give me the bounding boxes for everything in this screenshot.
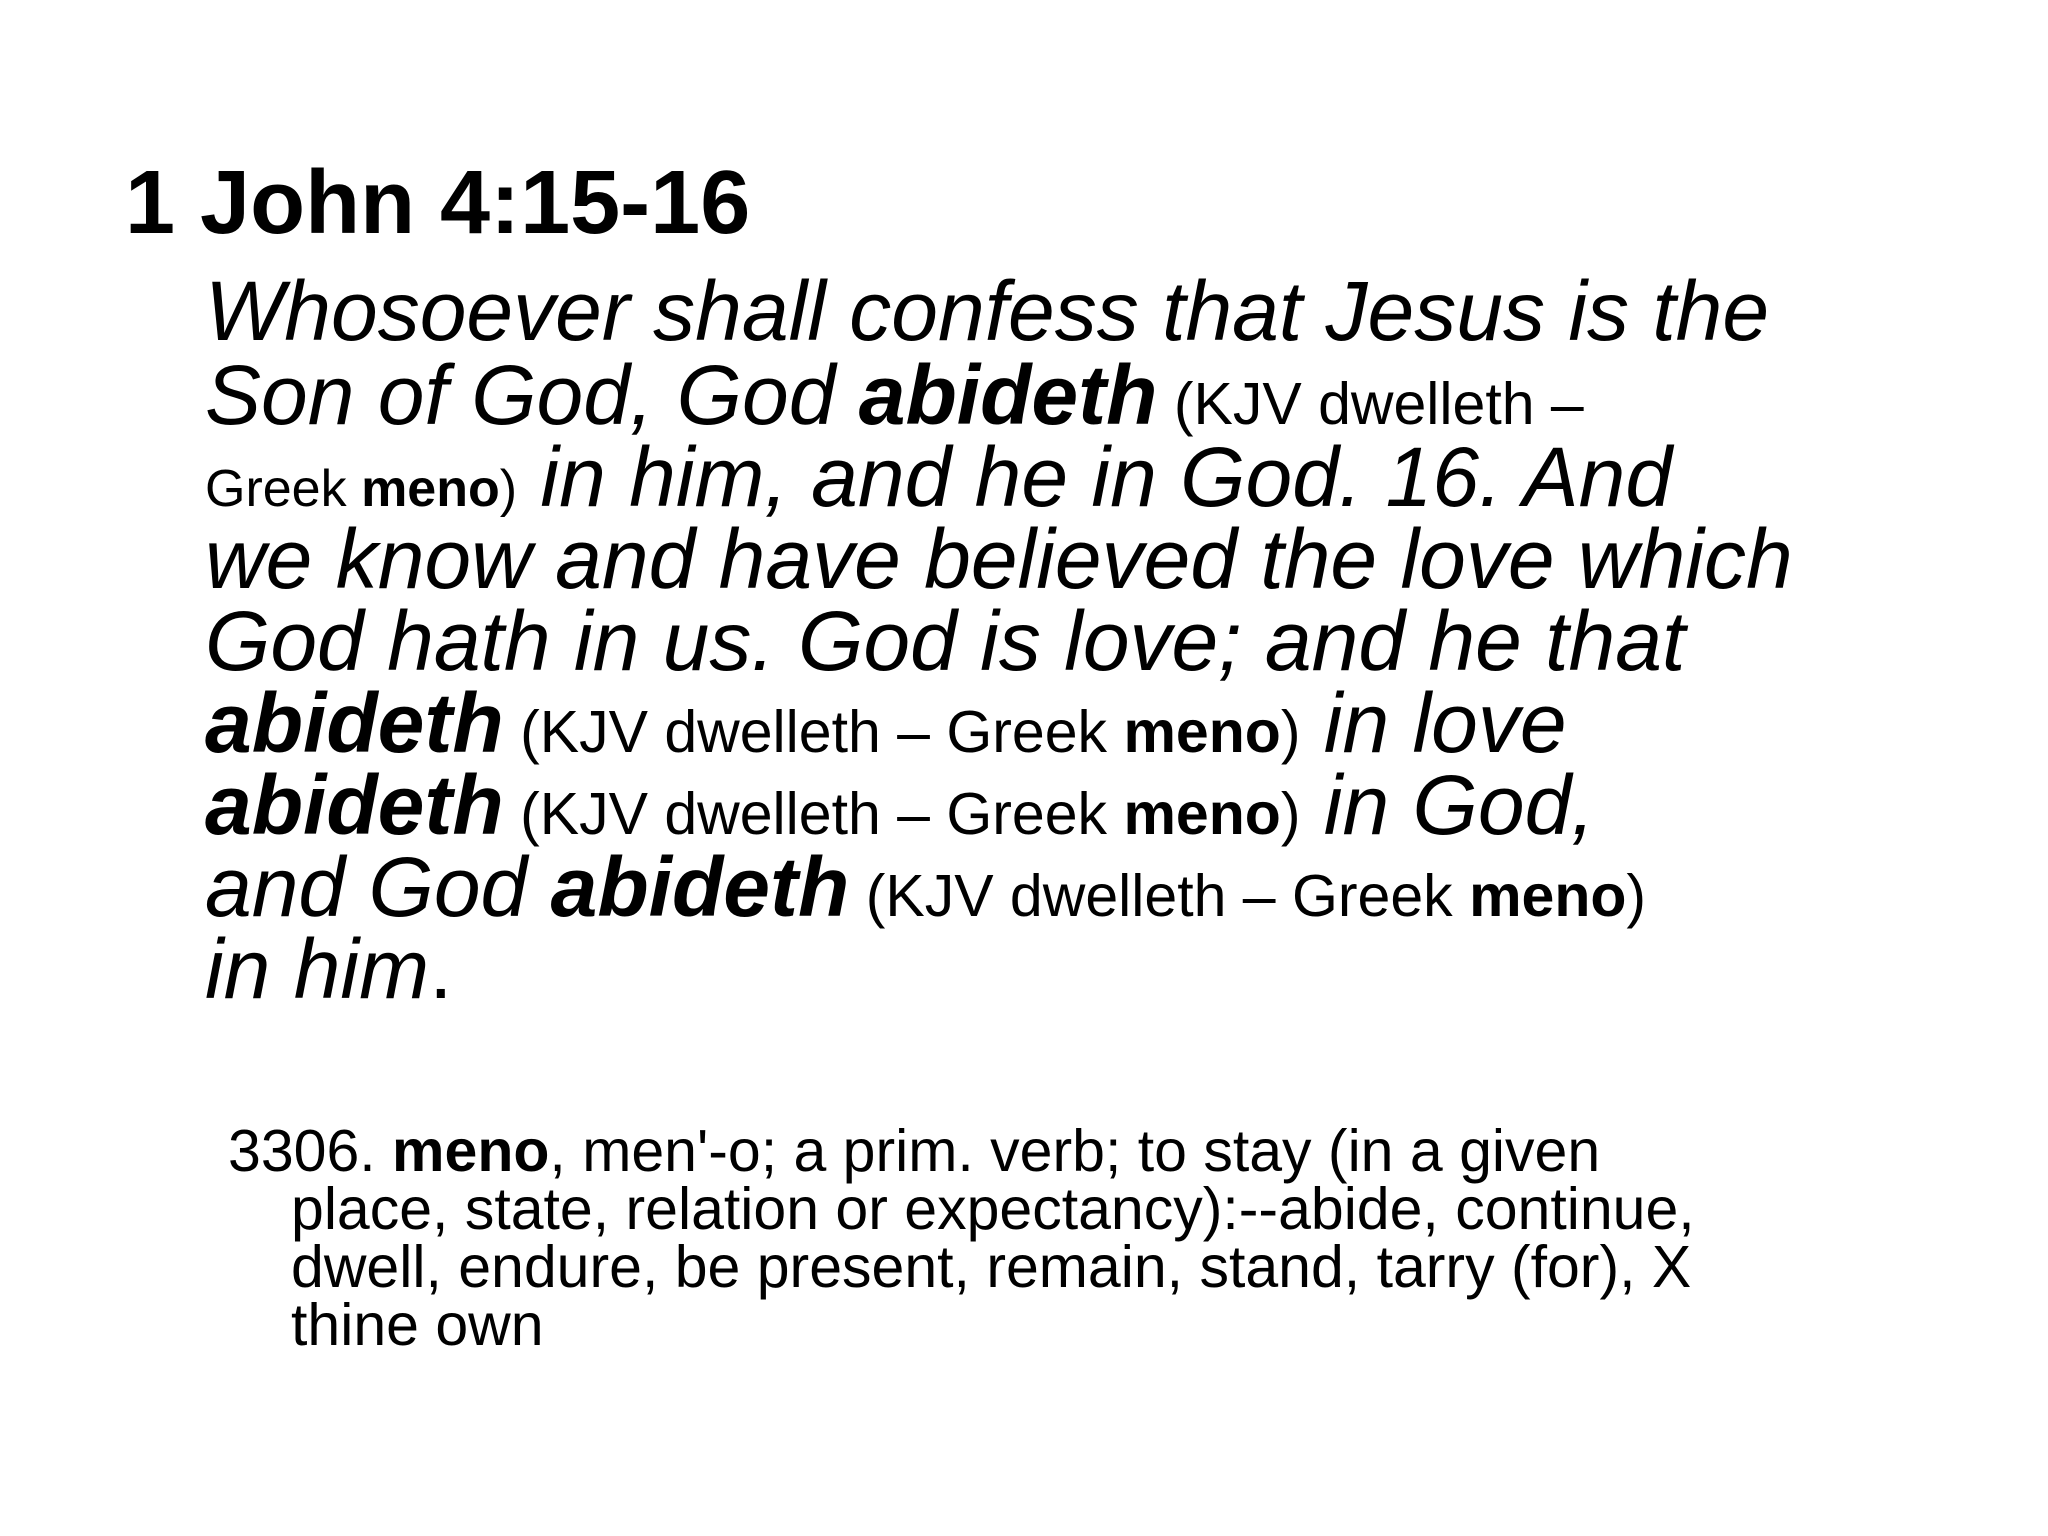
kjv-note: (KJV dwelleth – Greek [849,863,1470,929]
paren-close: ) [499,460,518,518]
meno-term: meno [1123,699,1281,765]
abideth-term: abideth [205,758,504,852]
verse-line-5 [205,594,2025,688]
greek-label: Greek [205,460,362,518]
abideth-term: abideth [550,840,850,934]
kjv-note: (KJV dwelleth – [1157,371,1584,437]
strongs-line-4 [228,1292,2008,1358]
meno-term: meno [361,460,500,518]
verse-line-7 [205,758,2025,852]
kjv-note: (KJV dwelleth – Greek [503,699,1124,765]
verse-line-8 [205,840,2025,934]
verse-text-segment: Whosoever shall confess that Jesus is the [205,264,1770,358]
verse-text-segment: in him [205,922,430,1016]
paren-close: ) [1626,863,1647,929]
verse-line-4 [205,512,2025,606]
strongs-word: meno [392,1118,550,1184]
paren-close: ) [1280,781,1301,847]
abideth-term: abideth [858,348,1158,442]
slide-title: 1 John 4:15-16 [125,153,751,253]
paren-close: ) [1280,699,1301,765]
strongs-line-1 [228,1118,2008,1184]
verse-text-segment: we know and have believed the love which [205,512,1793,606]
verse-text [205,264,2025,1016]
verse-text-segment: in God, [1300,758,1595,852]
verse-line-1 [205,264,2025,358]
meno-term: meno [1469,863,1627,929]
strongs-definition [228,1118,2008,1358]
verse-line-2 [205,348,2025,442]
verse-line-6 [205,676,2025,770]
strongs-text: dwell, endure, be present, remain, stand, tarry (for), X [291,1234,1692,1300]
verse-text-segment: in him, and he in God. 16. And [517,430,1673,524]
strongs-line-3 [228,1234,2008,1300]
verse-line-3 [205,430,2025,524]
verse-text-segment: in love [1300,676,1567,770]
strongs-number: 3306. [228,1118,393,1184]
verse-line-9 [205,922,2025,1016]
strongs-text: , men'-o; a prim. verb; to stay (in a given [549,1118,1601,1184]
verse-text-segment: God hath in us. God is love; and he that [205,594,1686,688]
meno-term: meno [1123,781,1281,847]
strongs-text: place, state, relation or expectancy):--abide, continue, [291,1176,1695,1242]
verse-text-segment: Son of God, God [205,348,859,442]
verse-end-period: . [429,922,453,1016]
abideth-term: abideth [205,676,504,770]
kjv-note: (KJV dwelleth – Greek [503,781,1124,847]
strongs-text: thine own [291,1292,544,1358]
verse-text-segment: and God [205,840,551,934]
strongs-line-2 [228,1176,2008,1242]
